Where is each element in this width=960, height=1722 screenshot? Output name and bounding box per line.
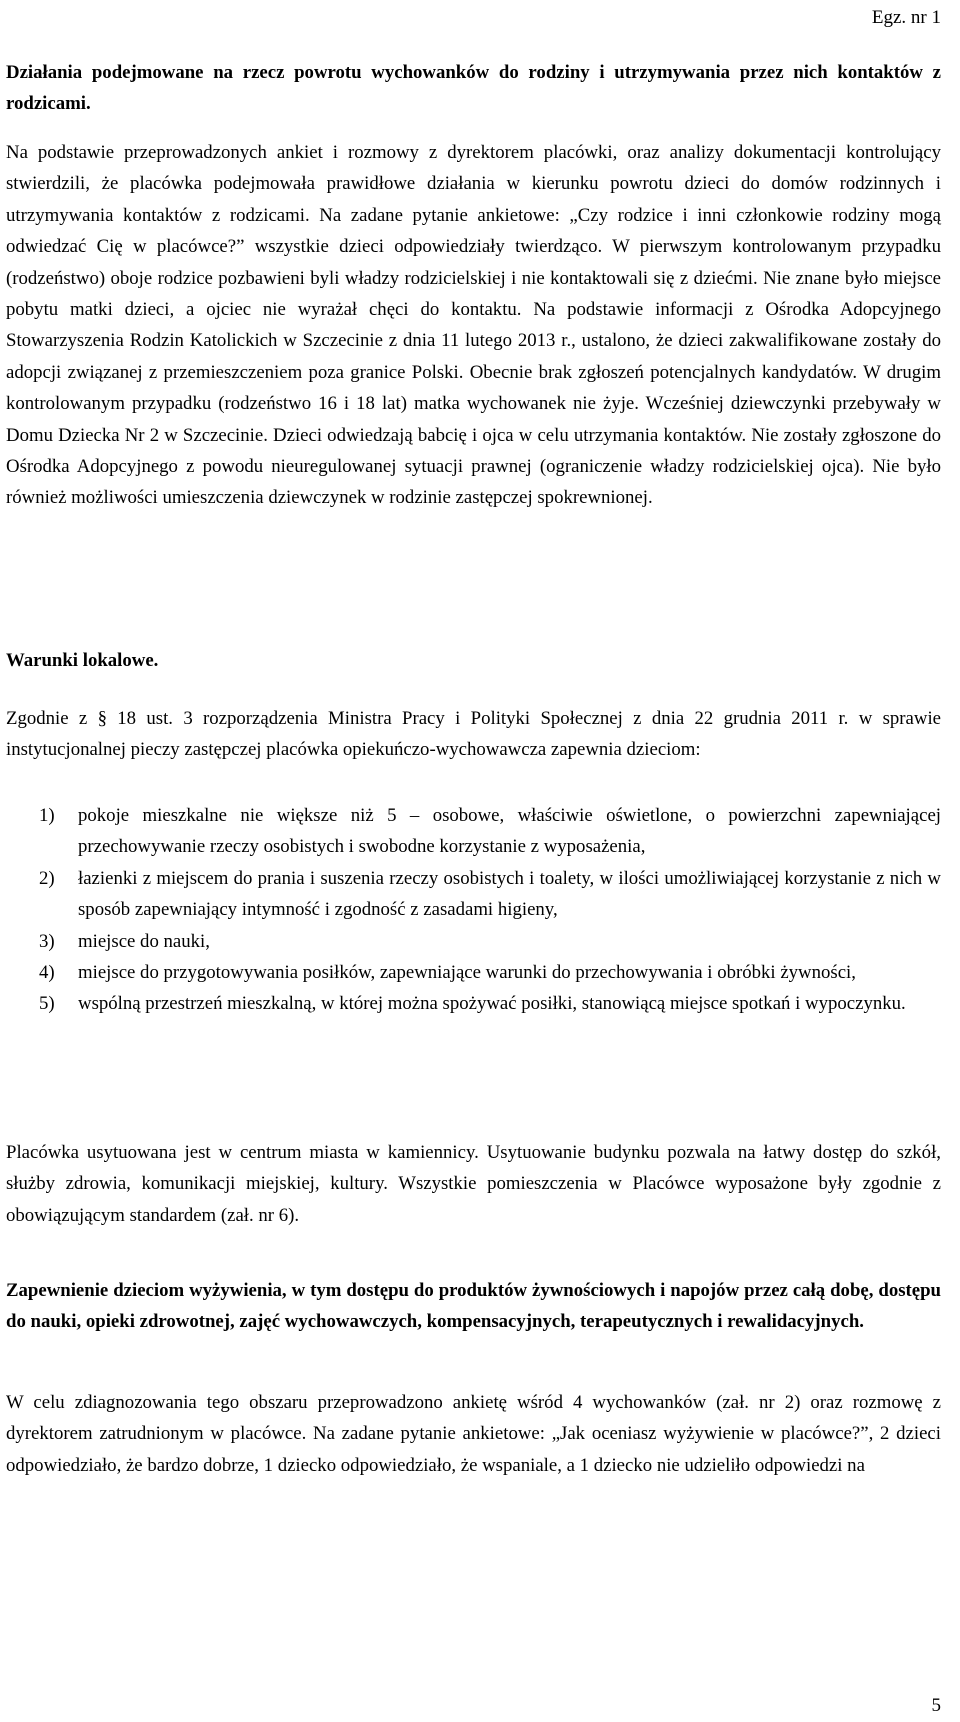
list-item (6, 957, 941, 988)
list-item (6, 926, 941, 957)
copy-number-label: Egz. nr 1 (871, 7, 941, 28)
list-item-number: 2) (39, 867, 55, 889)
paragraph-nutrition-survey: W celu zdiagnozowania tego obszaru przeprowadzono ankietę wśród 4 wychowanków (zał. nr 2) oraz rozmowę z dyrektorem zatrudnionym w placówce. Na zadane pytanie ankietowe: „Jak oceniasz wyżywienie w placówce?”, 2 dzieci odpowiedziało, że bardzo dobrze, 1 dziecko odpowiedziało, że wspaniale, a 1 dziecko nie udzieliło odpowiedzi na (6, 1392, 941, 1476)
list-item-number: 5) (39, 993, 55, 1015)
list-item (6, 988, 941, 1019)
list-item (6, 863, 941, 926)
paragraph-building-location: Placówka usytuowana jest w centrum miasta w kamiennicy. Usytuowanie budynku pozwala na łatwy dostęp do szkół, służby zdrowia, komunikacji miejskiej, kultury. Wszystkie pomieszczenia w Placówce wyposażone były zgodnie z obowiązującym standardem (zał. nr 6). (6, 1142, 941, 1226)
list-item-number: 4) (39, 962, 55, 984)
list-item-number: 1) (39, 805, 55, 826)
list-item-text: pokoje mieszkalne nie większe niż 5 – osobowe, właściwie oświetlone, o powierzchni zapewniającej przechowywanie rzeczy osobistych i swobodne korzystanie z wyposażenia, (78, 805, 941, 858)
page-number: 5 (931, 1695, 941, 1716)
list-item (6, 800, 941, 863)
list-item-text: łazienki z miejscem do prania i suszenia rzeczy osobistych i toalety, w ilości umożliwiającej korzystanie z nich w sposób zapewniający intymność i zgodność z zasadami higieny, (78, 867, 941, 921)
document-page (6, 0, 941, 1722)
list-item-text: miejsce do nauki, (78, 930, 210, 952)
housing-requirements-list (6, 800, 941, 1020)
list-item-text: wspólną przestrzeń mieszkalną, w której można spożywać posiłki, stanowiącą miejsce spotkań i wypoczynku. (78, 993, 906, 1015)
list-item-number: 3) (39, 930, 55, 952)
list-item-text: miejsce do przygotowywania posiłków, zapewniające warunki do przechowywania i obróbki żywności, (78, 962, 856, 984)
section-heading-nutrition-education: Zapewnienie dzieciom wyżywienia, w tym dostępu do produktów żywnościowych i napojów przez całą dobę, dostępu do nauki, opieki zdrowotnej, zajęć wychowawczych, kompensacyjnych, terapeutycznych i rewalidacyjnych. (6, 1280, 941, 1333)
paragraph-family-contacts: Na podstawie przeprowadzonych ankiet i rozmowy z dyrektorem placówki, oraz analizy dokumentacji kontrolujący stwierdzili, że placówka podejmowała prawidłowe działania w kierunku powrotu dzieci do domów rodzinnych i utrzymywania kontaktów z rodzicami. Na zadane pytanie ankietowe: „Czy rodzice i inni członkowie rodziny mogą odwiedzać Cię w placówce?” wszystkie dzieci odpowiedziały twierdząco. W pierwszym kontrolowanym przypadku (rodzeństwo) oboje rodzice pozbawieni byli władzy rodzicielskiej i nie kontaktowali się z dziećmi. Nie znane było miejsce pobytu matki dzieci, a ojciec nie wyrażał chęci do kontaktu. Na podstawie informacji z Ośrodka Adopcyjnego Stowarzyszenia Rodzin Katolickich w Szczecinie z dnia 11 lutego 2013 r., ustalono, że dzieci zakwalifikowane zostały do adopcji związanej z przemieszczeniem poza granice Polski. Obecnie brak zgłoszeń potencjalnych kandydatów. W drugim kontrolowanym przypadku (rodzeństwo 16 i 18 lat) matka wychowanek nie żyje. Wcześniej dziewczynki przebywały w Domu Dziecka Nr 2 w Szczecinie. Dzieci odwiedzają babcię i ojca w celu utrzymania kontaktów. Nie zostały zgłoszone do Ośrodka Adopcyjnego z powodu nieuregulowanej sytuacji prawnej (ograniczenie władzy rodzicielskiej ojca). Nie było również możliwości umieszczenia dziewczynek w rodzinie zastępczej spokrewnionej. (6, 142, 941, 509)
section-heading-housing-conditions: Warunki lokalowe. (6, 650, 159, 671)
paragraph-housing-intro: Zgodnie z § 18 ust. 3 rozporządzenia Ministra Pracy i Polityki Społecznej z dnia 22 grudnia 2011 r. w sprawie instytucjonalnej pieczy zastępczej placówka opiekuńczo-wychowawcza zapewnia dzieciom: (6, 708, 941, 761)
section-heading-family-contacts: Działania podejmowane na rzecz powrotu wychowanków do rodziny i utrzymywania przez nich kontaktów z rodzicami. (6, 62, 941, 115)
